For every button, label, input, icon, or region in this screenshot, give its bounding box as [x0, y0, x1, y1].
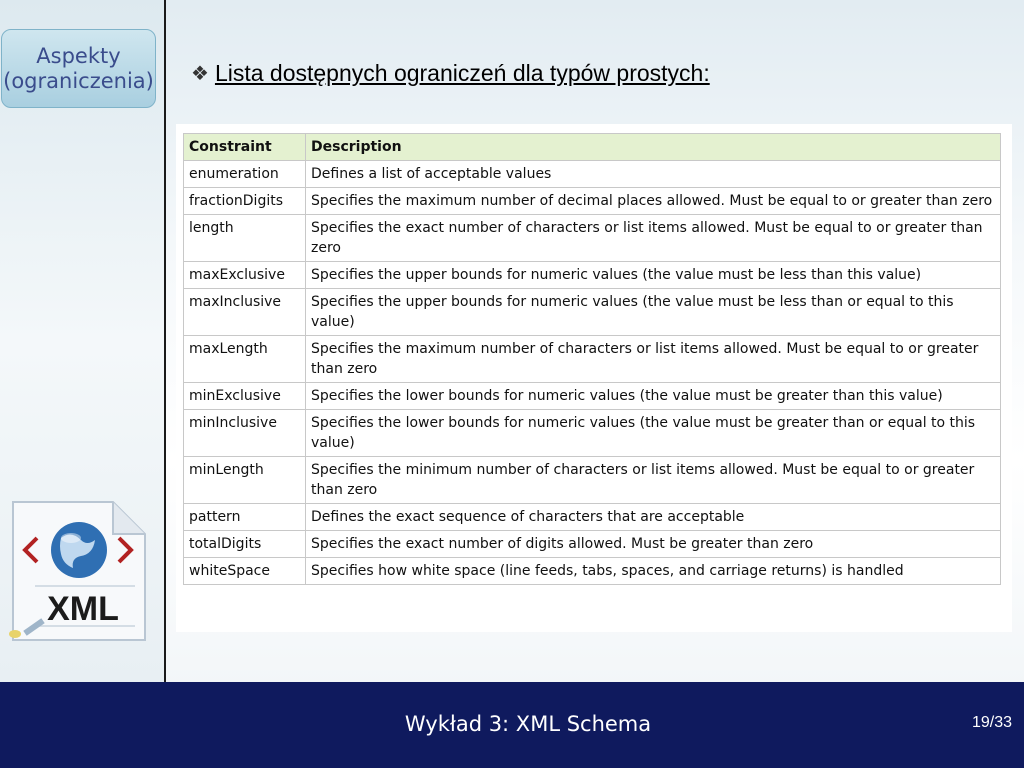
footer-bar: [0, 682, 1024, 768]
description-cell: Specifies the lower bounds for numeric values (the value must be greater than this value): [306, 383, 1001, 410]
table-container: [176, 124, 1012, 632]
description-cell: Defines a list of acceptable values: [306, 161, 1001, 188]
description-cell: Specifies the exact number of characters or list items allowed. Must be equal to or greater than zero: [306, 215, 1001, 262]
table-row: [184, 531, 1001, 558]
constraint-cell: minLength: [184, 457, 306, 504]
slide-title-text: Lista dostępnych ograniczeń dla typów prostych:: [214, 60, 710, 86]
table-row: [184, 336, 1001, 383]
slide-title: [191, 60, 710, 87]
constraint-cell: pattern: [184, 504, 306, 531]
constraint-cell: whiteSpace: [184, 558, 306, 585]
logo-text: XML: [47, 590, 119, 628]
description-cell: Specifies the maximum number of decimal places allowed. Must be equal to or greater than zero: [306, 188, 1001, 215]
table-row: [184, 558, 1001, 585]
description-cell: Specifies how white space (line feeds, tabs, spaces, and carriage returns) is handled: [306, 558, 1001, 585]
section-label: Aspekty (ograniczenia): [1, 29, 156, 108]
xml-globe-icon: [5, 494, 155, 648]
constraint-cell: enumeration: [184, 161, 306, 188]
table-row: [184, 410, 1001, 457]
description-cell: Specifies the upper bounds for numeric values (the value must be less than this value): [306, 262, 1001, 289]
table-row: [184, 504, 1001, 531]
page-number: 19/33: [971, 714, 1012, 731]
description-cell: Specifies the upper bounds for numeric values (the value must be less than or equal to this value): [306, 289, 1001, 336]
table-row: [184, 383, 1001, 410]
header-constraint: Constraint: [184, 134, 306, 161]
constraint-cell: minExclusive: [184, 383, 306, 410]
description-cell: Specifies the maximum number of characters or list items allowed. Must be equal to or greater than zero: [306, 336, 1001, 383]
sidebar: [0, 0, 166, 682]
constraints-table: [183, 133, 1001, 585]
table-row: [184, 457, 1001, 504]
footer-title: Wykład 3: XML Schema: [404, 712, 652, 736]
constraint-cell: length: [184, 215, 306, 262]
constraint-cell: totalDigits: [184, 531, 306, 558]
constraint-cell: maxExclusive: [184, 262, 306, 289]
description-cell: Specifies the exact number of digits allowed. Must be greater than zero: [306, 531, 1001, 558]
table-row: [184, 188, 1001, 215]
constraint-cell: maxInclusive: [184, 289, 306, 336]
constraint-cell: minInclusive: [184, 410, 306, 457]
constraint-cell: fractionDigits: [184, 188, 306, 215]
table-row: [184, 161, 1001, 188]
header-description: Description: [306, 134, 1001, 161]
description-cell: Specifies the minimum number of characters or list items allowed. Must be equal to or greater than zero: [306, 457, 1001, 504]
table-row: [184, 289, 1001, 336]
description-cell: Specifies the lower bounds for numeric values (the value must be greater than or equal to this value): [306, 410, 1001, 457]
constraint-cell: maxLength: [184, 336, 306, 383]
description-cell: Defines the exact sequence of characters that are acceptable: [306, 504, 1001, 531]
table-row: [184, 215, 1001, 262]
diamond-bullet-icon: ❖: [191, 63, 209, 85]
table-header-row: [184, 134, 1001, 161]
table-row: [184, 262, 1001, 289]
